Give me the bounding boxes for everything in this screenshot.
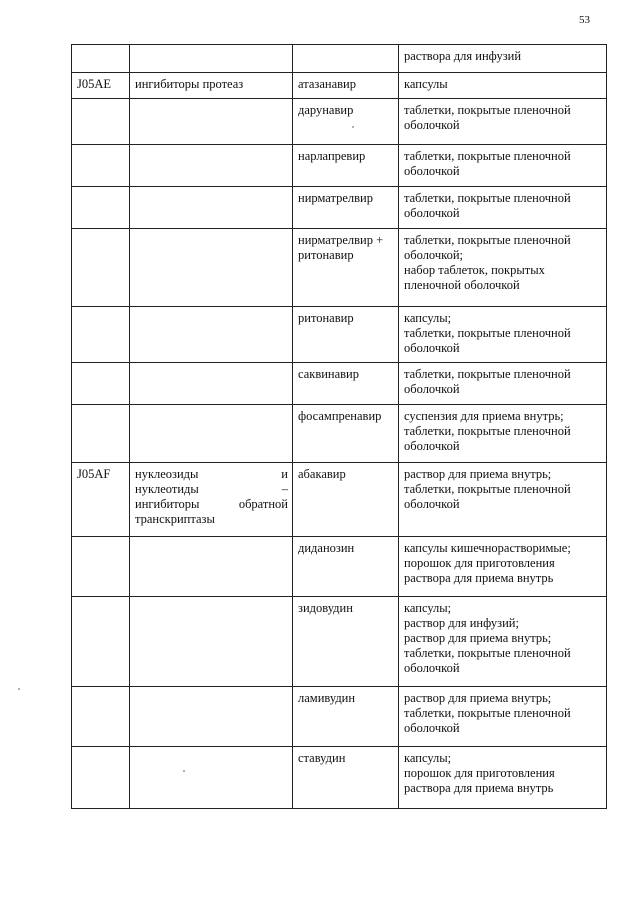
dosage-form: пленочной оболочкой xyxy=(404,278,520,292)
dosage-form: оболочкой xyxy=(404,439,460,453)
drug-name-cell xyxy=(293,145,399,187)
scan-speck xyxy=(352,126,354,128)
table-row xyxy=(72,537,607,597)
dosage-form: таблетки, покрытые пленочной xyxy=(404,706,571,720)
drug-name: фосампренавир xyxy=(298,409,382,423)
dosage-form: таблетки, покрытые пленочной xyxy=(404,326,571,340)
table-row xyxy=(72,45,607,73)
dosage-form: раствор для приема внутрь; xyxy=(404,691,552,705)
dosage-form-cell xyxy=(399,145,607,187)
pharm-group-cell xyxy=(130,597,293,687)
drug-name: диданозин xyxy=(298,541,355,555)
drug-name: ламивудин xyxy=(298,691,356,705)
drug-name: нирматрелвир + xyxy=(298,233,384,247)
atc-code: J05AF xyxy=(77,467,111,481)
atc-code-cell xyxy=(72,463,130,537)
dosage-form: таблетки, покрытые пленочной xyxy=(404,191,571,205)
dosage-form: оболочкой xyxy=(404,497,460,511)
dosage-form: таблетки, покрытые пленочной xyxy=(404,149,571,163)
atc-code-cell xyxy=(72,687,130,747)
dosage-form: раствор для приема внутрь; xyxy=(404,631,552,645)
dosage-form-cell xyxy=(399,229,607,307)
drug-name: ритонавир xyxy=(298,248,354,262)
pharm-group-cell xyxy=(130,145,293,187)
dosage-form: порошок для приготовления xyxy=(404,766,555,780)
dosage-form: капсулы кишечнорастворимые; xyxy=(404,541,571,555)
drug-name-cell xyxy=(293,405,399,463)
scan-speck xyxy=(18,688,20,690)
dosage-form-cell xyxy=(399,307,607,363)
dosage-form-cell xyxy=(399,747,607,809)
dosage-form: таблетки, покрытые пленочной xyxy=(404,482,571,496)
table-row xyxy=(72,463,607,537)
table-row xyxy=(72,187,607,229)
drug-name: нарлапревир xyxy=(298,149,366,163)
atc-code-cell xyxy=(72,307,130,363)
atc-code-cell xyxy=(72,45,130,73)
drug-name: зидовудин xyxy=(298,601,353,615)
drug-name: абакавир xyxy=(298,467,346,481)
scan-speck xyxy=(183,770,185,772)
table-row xyxy=(72,99,607,145)
drug-name: атазанавир xyxy=(298,77,356,91)
pharm-group-word: обратной xyxy=(238,497,288,511)
atc-code-cell xyxy=(72,229,130,307)
dosage-form-cell xyxy=(399,687,607,747)
pharm-group-cell xyxy=(130,229,293,307)
table-row xyxy=(72,405,607,463)
atc-code-cell xyxy=(72,145,130,187)
pharm-group-cell xyxy=(130,73,293,99)
dosage-form: оболочкой; xyxy=(404,248,463,262)
pharm-group-word: и xyxy=(281,467,288,481)
pharm-group-cell xyxy=(130,463,293,537)
drug-name-cell xyxy=(293,99,399,145)
pharm-group: ингибиторы протеаз xyxy=(135,77,244,91)
drug-name: саквинавир xyxy=(298,367,359,381)
atc-code-cell xyxy=(72,187,130,229)
pharm-group-cell xyxy=(130,537,293,597)
table-row xyxy=(72,747,607,809)
pharm-group-cell xyxy=(130,45,293,73)
table-row xyxy=(72,73,607,99)
dosage-form-cell xyxy=(399,187,607,229)
pharm-group-word: – xyxy=(281,482,288,496)
dosage-form: капсулы; xyxy=(404,751,452,765)
pharm-group-cell xyxy=(130,187,293,229)
atc-code-cell xyxy=(72,537,130,597)
drug-name-cell xyxy=(293,687,399,747)
dosage-form: раствора для приема внутрь xyxy=(404,571,554,585)
dosage-form: оболочкой xyxy=(404,661,460,675)
atc-code-cell xyxy=(72,747,130,809)
drug-name-cell xyxy=(293,363,399,405)
pharm-group-word: ингибиторы xyxy=(135,497,200,511)
pharm-group-cell xyxy=(130,363,293,405)
table-body xyxy=(72,45,607,809)
dosage-form: капсулы xyxy=(404,77,448,91)
dosage-form: таблетки, покрытые пленочной xyxy=(404,367,571,381)
drug-name-cell xyxy=(293,229,399,307)
dosage-form: набор таблеток, покрытых xyxy=(404,263,545,277)
dosage-form-cell xyxy=(399,597,607,687)
dosage-form: оболочкой xyxy=(404,721,460,735)
atc-code: J05AE xyxy=(77,77,112,91)
dosage-form-cell xyxy=(399,537,607,597)
drug-name-cell xyxy=(293,307,399,363)
dosage-form: раствор для инфузий; xyxy=(404,616,519,630)
dosage-form: оболочкой xyxy=(404,341,460,355)
dosage-form: оболочкой xyxy=(404,382,460,396)
table-row xyxy=(72,307,607,363)
pharm-group-cell xyxy=(130,99,293,145)
atc-code-cell xyxy=(72,99,130,145)
pharm-group-cell xyxy=(130,307,293,363)
dosage-form: таблетки, покрытые пленочной xyxy=(404,103,571,117)
pharm-group-word: нуклеозиды xyxy=(135,467,199,481)
drug-name-cell xyxy=(293,187,399,229)
drug-name: нирматрелвир xyxy=(298,191,373,205)
dosage-form: оболочкой xyxy=(404,206,460,220)
dosage-form: раствора для приема внутрь xyxy=(404,781,554,795)
drug-name-cell xyxy=(293,747,399,809)
table-row xyxy=(72,597,607,687)
table-row xyxy=(72,687,607,747)
dosage-form: оболочкой xyxy=(404,164,460,178)
atc-code-cell xyxy=(72,597,130,687)
page-number: 53 xyxy=(579,14,590,26)
pharm-group-cell xyxy=(130,747,293,809)
atc-code-cell xyxy=(72,363,130,405)
dosage-form-cell xyxy=(399,45,607,73)
dosage-form: капсулы; xyxy=(404,311,452,325)
atc-code-cell xyxy=(72,73,130,99)
dosage-form-cell xyxy=(399,73,607,99)
dosage-form: капсулы; xyxy=(404,601,452,615)
pharm-group-cell xyxy=(130,405,293,463)
dosage-form-cell xyxy=(399,99,607,145)
pharm-group-word: нуклеотиды xyxy=(135,482,199,496)
dosage-form: таблетки, покрытые пленочной xyxy=(404,646,571,660)
drug-name-cell xyxy=(293,45,399,73)
table-row xyxy=(72,363,607,405)
dosage-form: суспензия для приема внутрь; xyxy=(404,409,564,423)
drug-table xyxy=(71,44,607,809)
dosage-form-cell xyxy=(399,405,607,463)
drug-name: ставудин xyxy=(298,751,346,765)
dosage-form-cell xyxy=(399,363,607,405)
table-row xyxy=(72,145,607,187)
drug-name-cell xyxy=(293,463,399,537)
dosage-form: оболочкой xyxy=(404,118,460,132)
pharm-group-cell xyxy=(130,687,293,747)
drug-name: дарунавир xyxy=(298,103,354,117)
dosage-form: таблетки, покрытые пленочной xyxy=(404,424,571,438)
pharm-group-word: транскриптазы xyxy=(135,512,215,526)
drug-name-cell xyxy=(293,73,399,99)
dosage-form: таблетки, покрытые пленочной xyxy=(404,233,571,247)
dosage-form: порошок для приготовления xyxy=(404,556,555,570)
atc-code-cell xyxy=(72,405,130,463)
dosage-form: раствора для инфузий xyxy=(404,49,522,63)
dosage-form-cell xyxy=(399,463,607,537)
drug-name: ритонавир xyxy=(298,311,354,325)
table-row xyxy=(72,229,607,307)
drug-name-cell xyxy=(293,537,399,597)
drug-name-cell xyxy=(293,597,399,687)
dosage-form: раствор для приема внутрь; xyxy=(404,467,552,481)
